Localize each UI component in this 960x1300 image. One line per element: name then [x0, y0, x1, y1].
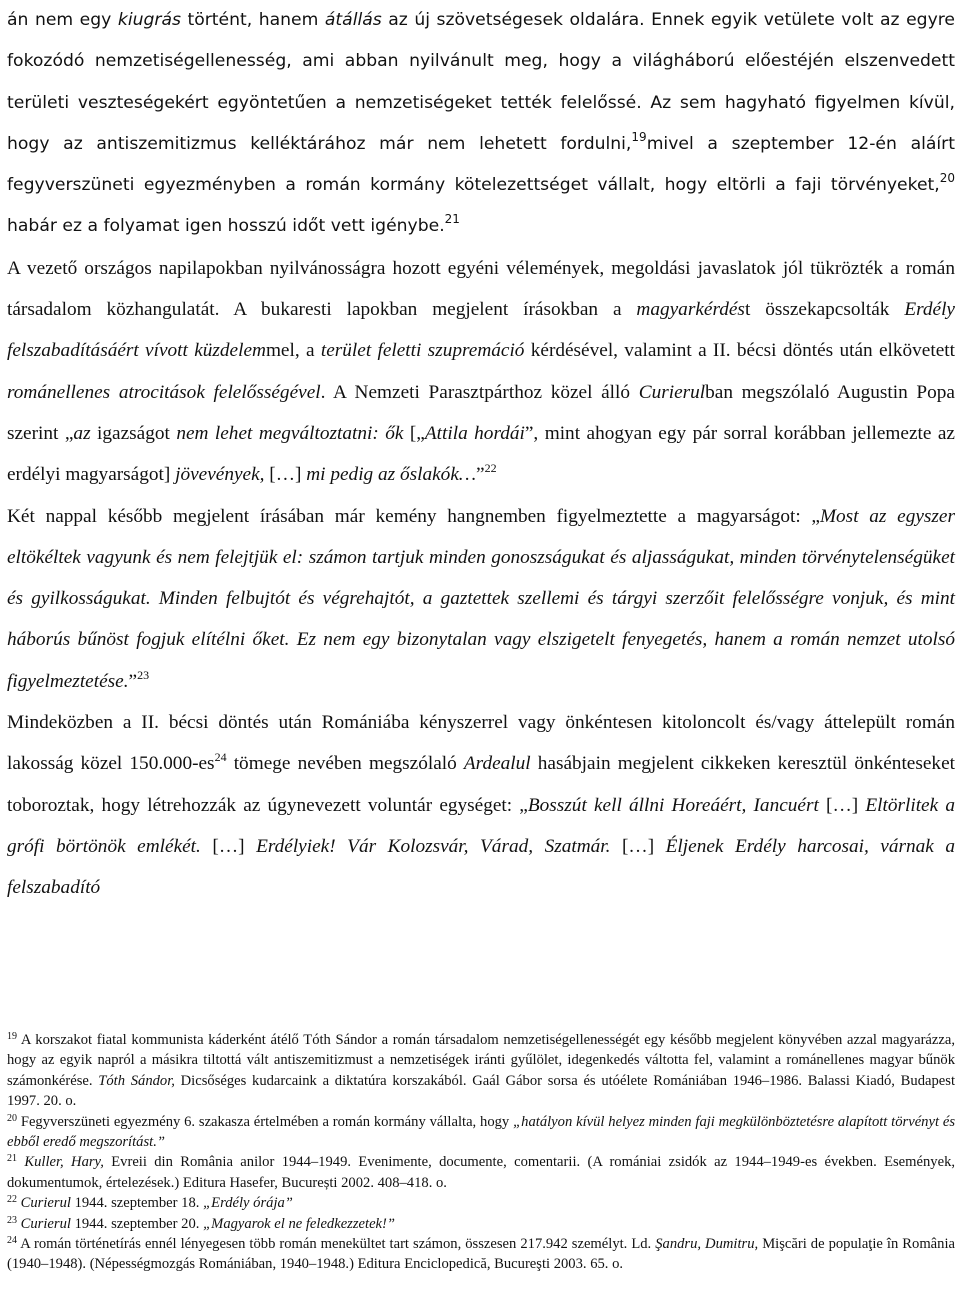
- text-italic: Eltörlitek a grófi börtönök emlékét.: [7, 794, 955, 857]
- text: Mişcări de populaţie în România (1940–1948). (Népességmozgás Romániában, 1940–1948.) Editura Enciclopedică, Bucureşti 2003. 65. o.: [7, 1236, 955, 1273]
- text: az új szövetségesek oldalára. Ennek egyik vetülete volt az egyre fokozódó nemzetiségellenesség, ami abban nyilvánult meg, hogy a világháború előestéjén elszenvedett területi veszteségekért egyöntetűen a nemzetiségeket tették felelőssé. Az sem hagyható figyelmen kívül, hogy az antiszemitizmus kelléktárához már nem lehetett fordulni,: [7, 10, 955, 154]
- footnote-ref-21[interactable]: 21: [444, 212, 460, 227]
- text-italic: Most az egyszer eltökéltek vagyunk és nem felejtjük el: számon tartjuk minden gonoszságukat és aljasságukat, minden törvénytelenségüket és gyilkosságukat. Minden felbujtót és végrehajtót, a gaztettek szellemi és tárgyi szerzőit felelősségre vonjuk, és mint háborús bűnöst fogjuk elítélni őket. Ez nem egy bizonytalan vagy elszigetelt fenyegetés, hanem a román nemzet utolsó figyelmeztetése.: [7, 505, 955, 692]
- footnote-22: [7, 1193, 955, 1213]
- text: án nem egy: [7, 10, 118, 30]
- text: történt, hanem: [180, 10, 325, 30]
- footnote-ref-23[interactable]: 23: [137, 667, 150, 682]
- text-italic: „Magyarok el ne feledkezzetek!”: [203, 1215, 396, 1232]
- text-italic: Curierul: [638, 381, 706, 403]
- text-italic: románellenes atrocitások felelősségével: [7, 381, 321, 403]
- text: ban megszólaló Augustin Popa szerint „: [7, 381, 955, 444]
- footnote-number: 19: [7, 1031, 17, 1042]
- footnote-ref-24[interactable]: 24: [214, 750, 227, 765]
- text: ”: [128, 670, 138, 692]
- text-italic: terület feletti szupremáció: [320, 340, 525, 362]
- text-italic: kiugrás: [117, 10, 181, 30]
- footnote-23: [7, 1214, 955, 1234]
- footnote-ref-19[interactable]: 19: [631, 129, 647, 144]
- text-italic: Tóth Sándor,: [98, 1072, 175, 1089]
- text: . A Nemzeti Parasztpárthoz közel álló: [320, 381, 639, 403]
- text-italic: Curierul: [20, 1215, 71, 1232]
- footnote-24: [7, 1234, 955, 1275]
- text-italic: Curierul: [20, 1195, 71, 1212]
- paragraph-3: [7, 496, 955, 702]
- text: habár ez a folyamat igen hosszú időt vett igénybe.: [7, 216, 445, 237]
- text-italic: Erdély felszabadításáért vívott küzdelem: [7, 299, 955, 362]
- paragraph-4: [7, 702, 955, 908]
- text: A vezető országos napilapokban nyilvánosságra hozott egyéni vélemények, megoldási javaslatok jól tükrözték a román társadalom közhangulatát. A bukaresti lapokban megjelent írásokban a: [7, 257, 955, 321]
- footnote-21: [7, 1152, 955, 1193]
- text-italic: Şandru, Dumitru,: [655, 1236, 759, 1253]
- text: 1944. szeptember 20.: [70, 1215, 204, 1232]
- footnote-number: 20: [7, 1112, 17, 1124]
- text-italic: magyarkérdés: [636, 299, 745, 321]
- text: […]: [818, 794, 866, 816]
- text-italic: Ardealul: [463, 753, 531, 775]
- text-italic: az: [73, 422, 91, 444]
- text: mivel a szeptember 12-én aláírt fegyverszüneti egyezményben a román kormány kötelezettséget vállalt, hogy eltörli a faji törvényeket,: [7, 133, 955, 196]
- text: Fegyverszüneti egyezmény 6. szakasza értelmében a román kormány vállalta, hogy: [17, 1113, 514, 1130]
- text: kérdésével, valamint a II. bécsi döntés után elkövetett: [524, 340, 955, 362]
- text: Mindeközben a II. bécsi döntés után Romániába kényszerrel vagy önkéntesen kitoloncolt és/vagy áttelepült román lakosság közel 150.000-es: [7, 712, 955, 775]
- paragraph-2: [7, 248, 955, 496]
- footnote-number: 21: [7, 1153, 17, 1165]
- text-italic: „Erdély órája”: [203, 1195, 293, 1212]
- text-italic: Erdélyiek! Vár Kolozsvár, Várad, Szatmár.: [256, 835, 611, 857]
- paragraph-1: [7, 0, 955, 248]
- footnote-20: [7, 1112, 955, 1153]
- footnote-number: 22: [7, 1194, 17, 1206]
- text: A román történetírás ennél lényegesen több román menekültet tart számon, összesen 217.942 személyt. Ld.: [17, 1236, 656, 1253]
- text: Dicsőséges kudarcaink a diktatúra korszakából. Gaál Gábor sorsa és utóélete Romániában 1946–1986. Balassi Kiadó, Budapest 1997. 20. o.: [7, 1072, 955, 1110]
- main-text: [7, 0, 955, 909]
- footnote-19: [7, 1030, 955, 1112]
- text: igazságot: [90, 422, 177, 444]
- text-italic: jövevények,: [175, 464, 265, 486]
- text-italic: Bosszút kell állni Horeáért, Iancuért: [527, 794, 819, 816]
- text: Evreii din România anilor 1944–1949. Evenimente, documente, comentarii. (A romániai zsidók az 1944–1949-es években. Események, dokumentumok, értelezések.) Editura Hasefer, București 2002. 408–418. o.: [7, 1154, 956, 1191]
- text: 1944. szeptember 18.: [70, 1195, 204, 1212]
- text-italic: Kuller, Hary,: [24, 1154, 104, 1171]
- footnote-ref-22[interactable]: 22: [484, 461, 497, 476]
- footnote-ref-20[interactable]: 20: [939, 171, 955, 186]
- text: hasábjain megjelent cikkeken keresztül önkénteseket toboroztak, hogy létrehozzák az úgynevezett voluntár egységet: „: [7, 753, 955, 816]
- text: t összekapcsolták: [744, 299, 905, 321]
- text: […]: [200, 835, 257, 857]
- text: mel, a: [265, 340, 321, 362]
- text-italic: nem lehet megváltoztatni: ők: [176, 422, 404, 444]
- text: [„: [403, 422, 425, 444]
- text: […]: [264, 464, 307, 486]
- footnote-number: 23: [7, 1214, 17, 1226]
- text-italic: „hatályon kívül helyez minden faji megkülönböztetésre alapított törvényt és ebből eredő megszorítást.”: [7, 1113, 955, 1151]
- text-italic: Attila hordái: [424, 422, 525, 444]
- text: A korszakot fiatal kommunista káderként átélő Tóth Sándor a román társadalom nemzetiségellenességét egy később megjelent könyvében azzal magyarázza, hogy az egyik napról a másikra tiltottá vált antiszemitizmust a nemzetiségek iránti gyűlölet, idegenkedés váltotta fel, valamint a románellenes magyar bűnök számonkérése.: [7, 1032, 955, 1089]
- footnotes: [7, 1030, 955, 1275]
- text: ”: [476, 464, 485, 486]
- text-italic: Éljenek Erdély harcosai, várnak a felszabadító: [7, 835, 956, 899]
- text: ”, mint ahogyan egy pár sorral korábban jellemezte az erdélyi magyarságot]: [7, 422, 955, 486]
- text-italic: mi pedig az őslakók…: [306, 464, 477, 486]
- text: Két nappal később megjelent írásában már kemény hangnemben figyelmeztette a magyarságot: „: [7, 505, 820, 527]
- text-italic: átállás: [324, 10, 382, 30]
- footnote-number: 24: [7, 1235, 17, 1247]
- text: tömege nevében megszólaló: [226, 753, 464, 775]
- text: […]: [610, 835, 666, 857]
